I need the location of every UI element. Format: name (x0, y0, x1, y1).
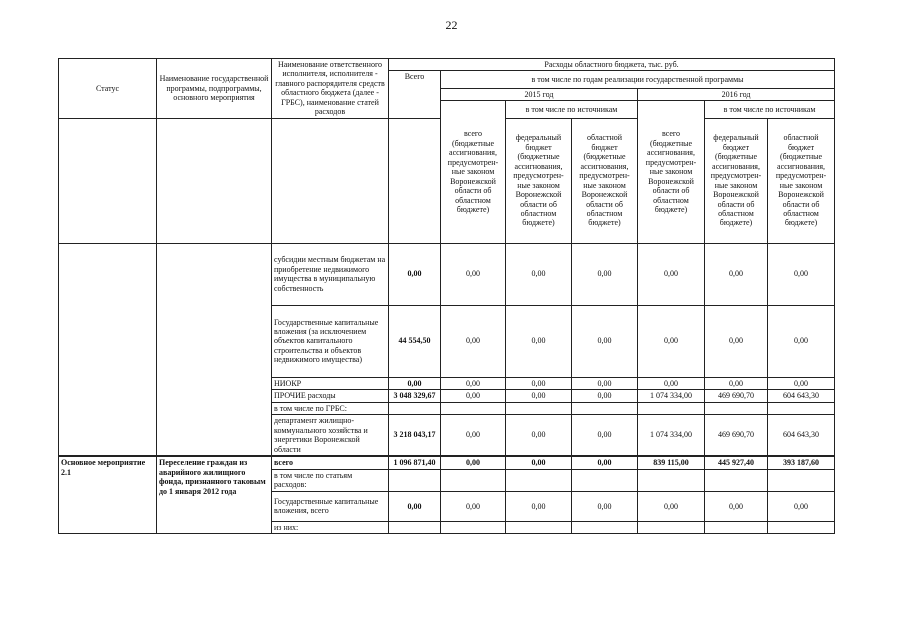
value-cell (506, 402, 572, 414)
value-cell: 0,00 (506, 390, 572, 402)
table-row (59, 456, 835, 469)
value-cell: 0,00 (441, 377, 506, 389)
value-cell: 0,00 (572, 390, 638, 402)
status-cell: Основное мероприятие 2.1 (59, 456, 157, 533)
program-blank (157, 118, 272, 243)
value-cell (705, 521, 768, 533)
value-cell: 0,00 (768, 305, 835, 377)
value-cell: 0,00 (572, 491, 638, 521)
header-year-2016: 2016 год (638, 88, 835, 100)
value-cell: 0,00 (638, 243, 705, 305)
value-cell: 393 187,60 (768, 456, 835, 469)
total-cell: 0,00 (389, 491, 441, 521)
value-cell: 0,00 (572, 305, 638, 377)
table-row (59, 243, 835, 305)
page-number: 22 (445, 18, 458, 32)
item-cell: ПРОЧИЕ расходы (272, 390, 389, 402)
value-cell: 0,00 (506, 456, 572, 469)
budget-table (58, 58, 835, 534)
value-cell (768, 402, 835, 414)
value-cell (768, 469, 835, 491)
value-cell: 0,00 (441, 414, 506, 456)
value-cell: 469 690,70 (705, 390, 768, 402)
value-cell: 0,00 (572, 456, 638, 469)
total-blank (389, 118, 441, 243)
header-2016-regional: областной бюджет (бюджетные ассигнования, предусмотрен-ные законом Воронежской области об областном бюджете) (768, 118, 835, 243)
item-cell: в том числе по ГРБС: (272, 402, 389, 414)
total-cell: 3 218 043,17 (389, 414, 441, 456)
value-cell: 0,00 (506, 491, 572, 521)
value-cell: 0,00 (768, 377, 835, 389)
value-cell: 445 927,40 (705, 456, 768, 469)
value-cell (768, 521, 835, 533)
value-cell: 0,00 (768, 243, 835, 305)
value-cell: 604 643,30 (768, 414, 835, 456)
value-cell: 0,00 (506, 305, 572, 377)
total-cell: 3 048 329,67 (389, 390, 441, 402)
value-cell: 0,00 (506, 414, 572, 456)
value-cell (441, 469, 506, 491)
header-year-2015: 2015 год (441, 88, 638, 100)
header-2016-by-sources: в том числе по источникам (705, 101, 835, 118)
item-cell: субсидии местным бюджетам на приобретение недвижимого имущества в муниципальную собственность (272, 243, 389, 305)
header-2015-total: всего (бюджетные ассигнования, предусмотрен-ные законом Воронежской области об областном бюджете) (441, 101, 506, 243)
value-cell: 0,00 (572, 414, 638, 456)
header-executor: Наименование ответственного исполнителя, исполнителя - главного распорядителя средств областного бюджета (далее - ГРБС), наименование статей расходов (272, 59, 389, 119)
value-cell: 0,00 (705, 305, 768, 377)
item-cell: НИОКР (272, 377, 389, 389)
value-cell (441, 521, 506, 533)
value-cell: 0,00 (705, 491, 768, 521)
value-cell: 1 074 334,00 (638, 414, 705, 456)
total-cell (389, 402, 441, 414)
value-cell: 0,00 (705, 377, 768, 389)
header-expenses: Расходы областного бюджета, тыс. руб. (389, 59, 835, 71)
item-cell: всего (272, 456, 389, 469)
header-2015-regional: областной бюджет (бюджетные ассигнования, предусмотрен-ные законом Воронежской области об областном бюджете) (572, 118, 638, 243)
value-cell (638, 469, 705, 491)
value-cell (638, 402, 705, 414)
value-cell: 0,00 (441, 491, 506, 521)
value-cell: 0,00 (638, 305, 705, 377)
value-cell: 469 690,70 (705, 414, 768, 456)
item-cell: из них: (272, 521, 389, 533)
total-cell: 0,00 (389, 377, 441, 389)
item-cell: в том числе по статьям расходов: (272, 469, 389, 491)
value-cell: 0,00 (441, 305, 506, 377)
item-cell: Государственные капитальные вложения (за исключением объектов капитального строительства и объектов недвижимого имущества) (272, 305, 389, 377)
header-2015-federal: федеральный бюджет (бюджетные ассигнования, предусмотрен-ные законом Воронежской области об областном бюджете) (506, 118, 572, 243)
value-cell (506, 521, 572, 533)
program-cell: Переселение граждан из аварийного жилищного фонда, признанного таковым до 1 января 2012 года (157, 456, 272, 533)
value-cell: 604 643,30 (768, 390, 835, 402)
header-status: Статус (59, 59, 157, 119)
value-cell: 0,00 (705, 243, 768, 305)
value-cell (638, 521, 705, 533)
value-cell: 0,00 (506, 377, 572, 389)
status-blank (59, 118, 157, 243)
value-cell: 839 115,00 (638, 456, 705, 469)
value-cell: 0,00 (638, 491, 705, 521)
header-2015-by-sources: в том числе по источникам (506, 101, 638, 118)
value-cell: 0,00 (441, 243, 506, 305)
header-program-name: Наименование государственной программы, подпрограммы, основного мероприятия (157, 59, 272, 119)
program-cell (157, 243, 272, 456)
value-cell (705, 469, 768, 491)
value-cell: 0,00 (441, 390, 506, 402)
total-cell: 44 554,50 (389, 305, 441, 377)
value-cell: 1 074 334,00 (638, 390, 705, 402)
value-cell (506, 469, 572, 491)
value-cell: 0,00 (768, 491, 835, 521)
value-cell: 0,00 (572, 377, 638, 389)
value-cell: 0,00 (441, 456, 506, 469)
header-2016-federal: федеральный бюджет (бюджетные ассигнования, предусмотрен-ные законом Воронежской области об областном бюджете) (705, 118, 768, 243)
item-cell: Государственные капитальные вложения, всего (272, 491, 389, 521)
executor-blank (272, 118, 389, 243)
value-cell: 0,00 (572, 243, 638, 305)
item-cell: департамент жилищно-коммунального хозяйства и энергетики Воронежской области (272, 414, 389, 456)
value-cell (705, 402, 768, 414)
header-total: Всего (389, 71, 441, 118)
value-cell: 0,00 (638, 377, 705, 389)
value-cell (441, 402, 506, 414)
header-by-years: в том числе по годам реализации государственной программы (441, 71, 835, 88)
total-cell: 1 096 871,40 (389, 456, 441, 469)
status-cell (59, 243, 157, 456)
value-cell (572, 469, 638, 491)
value-cell (572, 521, 638, 533)
total-cell: 0,00 (389, 243, 441, 305)
value-cell (572, 402, 638, 414)
header-2016-total: всего (бюджетные ассигнования, предусмотрен-ные законом Воронежской области об областном бюджете) (638, 101, 705, 243)
value-cell: 0,00 (506, 243, 572, 305)
total-cell (389, 469, 441, 491)
total-cell (389, 521, 441, 533)
